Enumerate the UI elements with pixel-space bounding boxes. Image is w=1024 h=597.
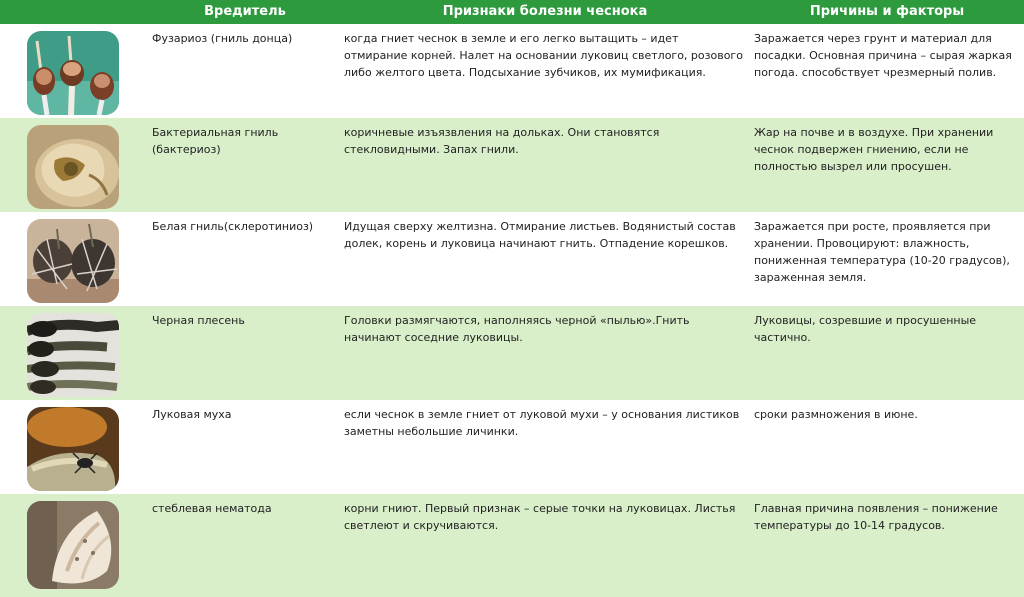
disease-signs: корни гниют. Первый признак – серые точки на луковицах. Листья светлеют и скручиваются. bbox=[344, 502, 736, 532]
bacterial-rot-photo-icon bbox=[27, 125, 119, 209]
pest-name: Луковая муха bbox=[152, 408, 232, 421]
table-row bbox=[0, 494, 1024, 597]
onion-fly-photo-icon bbox=[27, 407, 119, 491]
header-pest: Вредитель bbox=[204, 4, 286, 19]
header-causes: Причины и факторы bbox=[809, 4, 965, 19]
header-signs: Признаки болезни чеснока bbox=[442, 4, 648, 19]
disease-causes: сроки размножения в июне. bbox=[754, 408, 918, 421]
white-rot-photo-icon bbox=[27, 219, 119, 303]
black-mold-photo-icon bbox=[27, 313, 119, 397]
table-row bbox=[0, 400, 1024, 494]
table-header bbox=[0, 0, 1024, 24]
disease-causes: Заражается через грунт и материал для посадки. Основная причина – сырая жаркая погода. способствует чрезмерный полив. bbox=[754, 32, 1012, 79]
pest-name: Фузариоз (гниль донца) bbox=[152, 32, 293, 45]
table-row bbox=[0, 24, 1024, 118]
table-row bbox=[0, 306, 1024, 400]
pest-name: Белая гниль(склеротиниоз) bbox=[152, 220, 314, 233]
disease-causes: Луковицы, созревшие и просушенные частично. bbox=[754, 314, 977, 344]
disease-causes: Главная причина появления – понижение температуры до 10-14 градусов. bbox=[754, 502, 998, 532]
pest-name: стеблевая нематода bbox=[152, 502, 272, 515]
disease-signs: Идущая сверху желтизна. Отмирание листьев. Водянистый состав долек, корень и луковица начинают гнить. Отпадение корешков. bbox=[344, 220, 736, 250]
fusarium-photo-icon bbox=[27, 31, 119, 115]
disease-causes: Жар на почве и в воздухе. При хранении чеснок подвержен гниению, если не полностью вызрел или просушен. bbox=[754, 126, 994, 173]
pest-name: Черная плесень bbox=[152, 314, 245, 327]
pest-name: Бактериальная гниль (бактериоз) bbox=[152, 126, 279, 156]
disease-signs: Головки размягчаются, наполняясь черной «пылью».Гнить начинают соседние луковицы. bbox=[344, 314, 690, 344]
nematode-photo-icon bbox=[27, 501, 119, 589]
table-row bbox=[0, 118, 1024, 212]
disease-signs: коричневые изъязвления на дольках. Они становятся стекловидными. Запах гнили. bbox=[344, 126, 660, 156]
table-row bbox=[0, 212, 1024, 306]
disease-signs: когда гниет чеснок в земле и его легко вытащить – идет отмирание корней. Налет на основании луковиц светлого, розового либо желтого цвета. Подсыхание зубчиков, их мумификация. bbox=[344, 32, 743, 79]
disease-causes: Заражается при росте, проявляется при хранении. Провоцируют: влажность, пониженная температура (10-20 градусов), зараженная земля. bbox=[754, 220, 1010, 284]
disease-signs: если чеснок в земле гниет от луковой мухи – у основания листиков заметны небольшие личинки. bbox=[344, 408, 740, 438]
